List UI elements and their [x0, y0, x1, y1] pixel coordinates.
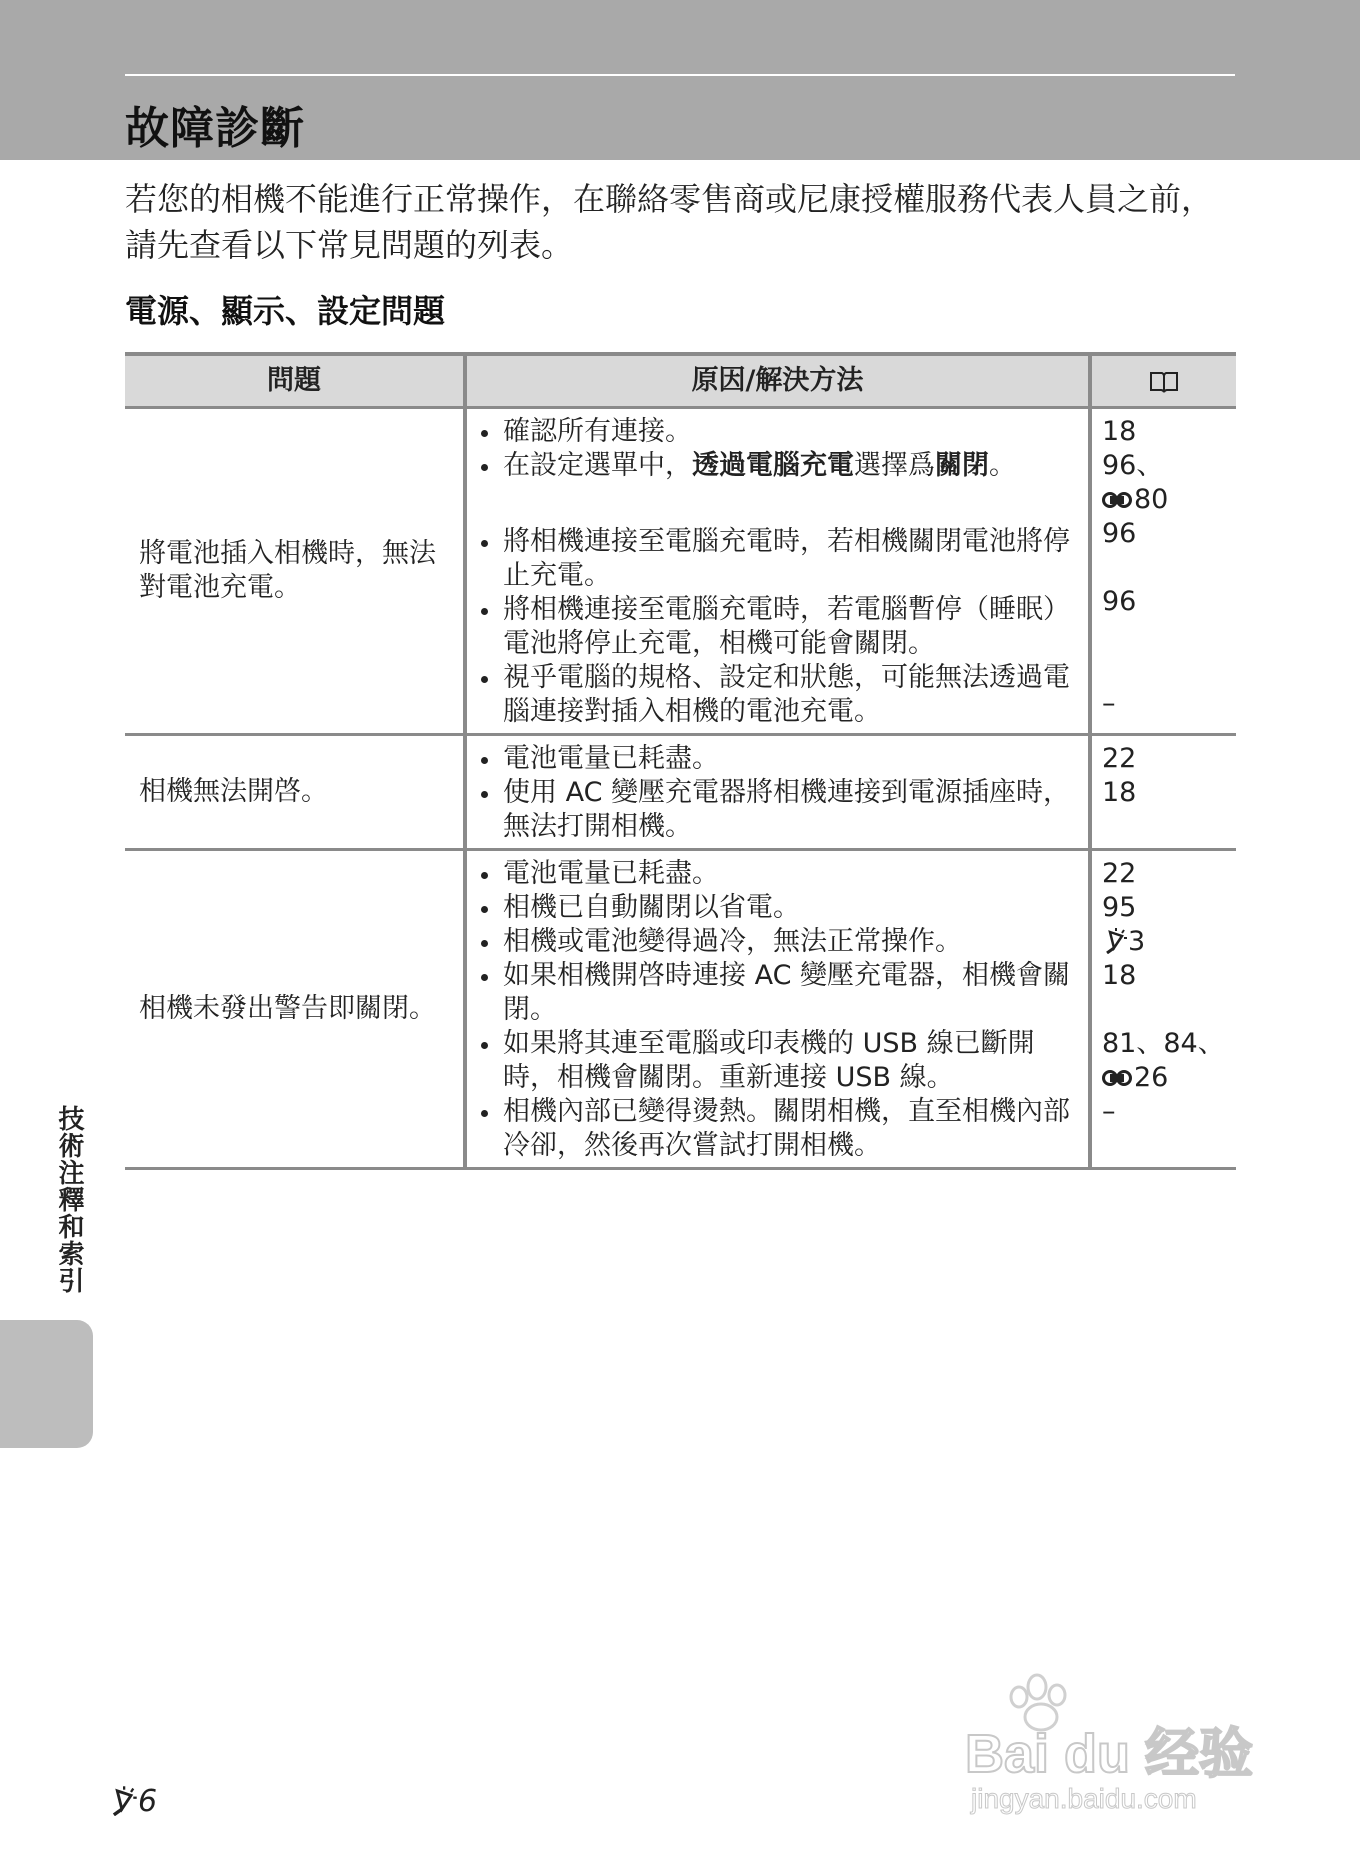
table-row	[125, 735, 1236, 850]
cause-text: 選擇爲	[854, 450, 935, 481]
cause-cell	[465, 850, 1090, 1169]
intro-paragraph: 若您的相機不能進行正常操作，在聯絡零售商或尼康授權服務代表人員之前，請先查看以下常見問題的列表。	[125, 180, 1214, 264]
page-title: 故障診斷	[125, 103, 305, 154]
page-reference: 22	[1102, 743, 1137, 774]
manual-book-icon	[1149, 370, 1179, 394]
page-reference: 96	[1102, 586, 1137, 617]
cause-item: 如果將其連至電腦或印表機的 USB 線已斷開時，相機會關閉。重新連接 USB 線。	[475, 1027, 1082, 1095]
watermark-text: Bai du 经验	[965, 1724, 1254, 1784]
problem-cell: 將電池插入相機時，無法對電池充電。	[125, 408, 465, 735]
header-rule	[125, 74, 1235, 76]
page-reference: 96	[1102, 518, 1137, 549]
side-section-tab	[0, 1320, 93, 1448]
cause-item: 將相機連接至電腦充電時，若電腦暫停（睡眠）電池將停止充電，相機可能會關閉。	[475, 593, 1082, 661]
page-reference: 18	[1102, 777, 1137, 808]
table-row	[125, 408, 1236, 735]
reference-cell	[1090, 850, 1236, 1169]
page-reference: 26	[1102, 1061, 1236, 1095]
page-reference: 22	[1102, 858, 1137, 889]
reference-cell	[1090, 735, 1236, 850]
cause-item: 確認所有連接。	[475, 415, 1082, 449]
page-reference: 80	[1102, 483, 1236, 517]
cause-item: 相機已自動關閉以省電。	[475, 891, 1082, 925]
menu-option-value: 關閉	[935, 450, 989, 481]
cause-item: 電池電量已耗盡。	[475, 742, 1082, 776]
cause-item: 如果相機開啓時連接 AC 變壓充電器，相機會關閉。	[475, 959, 1082, 1027]
cause-item	[475, 449, 1082, 483]
page-reference: 96、	[1102, 450, 1164, 481]
header-problem: 問題	[125, 354, 465, 408]
header-reference	[1090, 354, 1236, 408]
baidu-watermark	[965, 1665, 1253, 1815]
problem-cell: 相機未發出警告即關閉。	[125, 850, 465, 1169]
cause-text: 在設定選單中，	[503, 450, 692, 481]
menu-option-name: 透過電腦充電	[692, 450, 854, 481]
cause-item: 電池電量已耗盡。	[475, 857, 1082, 891]
cause-text: 。	[989, 450, 1016, 481]
watermark-url: jingyan.baidu.com	[971, 1783, 1197, 1814]
cause-item: 相機或電池變得過冷，無法正常操作。	[475, 925, 1082, 959]
page-reference: –	[1102, 688, 1116, 719]
reference-cell	[1090, 408, 1236, 735]
table-header-row	[125, 354, 1236, 408]
troubleshooting-table	[125, 352, 1236, 1170]
page-reference: 18	[1102, 960, 1137, 991]
header-cause: 原因/解決方法	[465, 354, 1090, 408]
cause-item: 將相機連接至電腦充電時，若相機關閉電池將停止充電。	[475, 525, 1082, 593]
cause-cell	[465, 408, 1090, 735]
page-reference: –	[1102, 1096, 1116, 1127]
cause-item: 使用 AC 變壓充電器將相機連接到電源插座時，無法打開相機。	[475, 776, 1082, 844]
reference-section-icon	[1102, 490, 1134, 510]
section-heading: 電源、顯示、設定問題	[125, 292, 446, 330]
side-section-label: 技術注釋和索引	[54, 1105, 84, 1294]
page-number: 6	[108, 1784, 157, 1819]
table-row	[125, 850, 1236, 1169]
technical-notes-icon	[1102, 926, 1128, 954]
technical-notes-icon	[108, 1784, 138, 1816]
page-reference: 3	[1102, 925, 1236, 959]
page-reference: 81、84、	[1102, 1028, 1225, 1059]
problem-cell: 相機無法開啓。	[125, 735, 465, 850]
cause-item: 視乎電腦的規格、設定和狀態，可能無法透過電腦連接對插入相機的電池充電。	[475, 661, 1082, 729]
reference-section-icon	[1102, 1068, 1134, 1088]
cause-cell	[465, 735, 1090, 850]
cause-item: 相機內部已變得燙熱。關閉相機，直至相機內部冷卻，然後再次嘗試打開相機。	[475, 1095, 1082, 1163]
page-reference: 95	[1102, 892, 1137, 923]
page-reference: 18	[1102, 416, 1137, 447]
